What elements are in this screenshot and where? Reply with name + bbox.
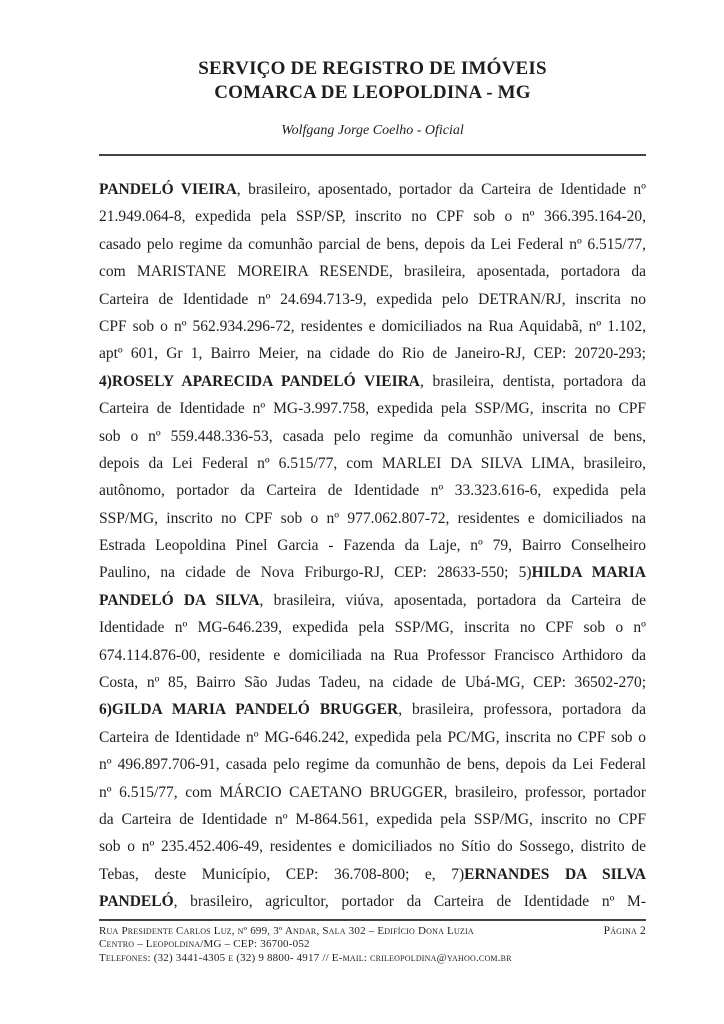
document-line [99, 313, 646, 340]
document-line [99, 395, 646, 422]
text-segment: depois da Lei Federal nº 6.515/77, com MARLEI DA SILVA LIMA, brasileiro, [99, 454, 646, 472]
text-segment: , brasileira, professora, portadora da [398, 701, 646, 719]
document-line [99, 806, 646, 833]
footer-contacts-line: Telefones: (32) 3441-4305 e (32) 9 8800- 4917 // E-mail: crileopoldina@yahoo.com.br [99, 952, 512, 965]
party-name: PANDELÓ DA SILVA [99, 591, 260, 609]
official-name: Wolfgang Jorge Coelho - Oficial [281, 123, 464, 138]
text-segment: Costa, nº 85, Bairro São Judas Tadeu, na cidade de Ubá-MG, CEP: 36502-270; [99, 674, 646, 692]
text-segment: Estrada Leopoldina Pinel Garcia - Fazenda da Laje, nº 79, Bairro Conselheiro [99, 537, 646, 555]
text-segment: aptº 601, Gr 1, Bairro Meier, na cidade do Rio de Janeiro-RJ, CEP: 20720-293; [99, 345, 646, 363]
document-line [99, 450, 646, 477]
document-line [99, 258, 646, 285]
text-segment: CPF sob o nº 562.934.296-72, residentes e domiciliados na Rua Aquidabã, nº 1.102, [99, 317, 646, 335]
text-segment: 674.114.876-00, residente e domiciliada na Rua Professor Francisco Arthidoro da [99, 646, 646, 664]
text-segment: , brasileira, dentista, portadora da [420, 372, 646, 390]
text-segment: sob o nº 559.448.336-53, casada pelo regime da comunhão universal de bens, [99, 427, 646, 445]
text-segment: sob o nº 235.452.406-49, residentes e domiciliados no Sítio do Sossego, distrito de [99, 838, 646, 856]
document-line [99, 861, 646, 888]
document-line [99, 724, 646, 751]
registry-title-line1: SERVIÇO DE REGISTRO DE IMÓVEIS [198, 58, 547, 79]
text-segment: casado pelo regime da comunhão parcial de bens, depois da Lei Federal nº 6.515/77, [99, 235, 646, 253]
footer-address-line2: Centro – Leopoldina/MG – CEP: 36700-052 [99, 938, 310, 951]
text-segment: Carteira de Identidade nº MG-3.997.758, expedida pela SSP/MG, inscrita no CPF [99, 400, 646, 418]
text-segment: Identidade nº MG-646.239, expedida pela SSP/MG, inscrita no CPF sob o nº [99, 619, 646, 637]
document-body [99, 176, 646, 916]
text-segment: da Carteira de Identidade nº M-864.561, expedida pela SSP/MG, inscrito no CPF [99, 810, 646, 828]
document-line [99, 340, 646, 367]
document-line [99, 368, 646, 395]
document-line [99, 751, 646, 778]
text-segment: , brasileira, viúva, aposentada, portadora da Carteira de [259, 591, 646, 609]
text-segment: Carteira de Identidade nº 24.694.713-9, expedida pelo DETRAN/RJ, inscrita no [99, 290, 646, 308]
document-line [99, 231, 646, 258]
party-name: ERNANDES DA SILVA [464, 865, 646, 883]
party-name: 4) [99, 372, 112, 390]
document-line [99, 833, 646, 860]
document-line [99, 642, 646, 669]
document-line [99, 669, 646, 696]
text-segment: nº 496.897.706-91, casada pelo regime da comunhão de bens, depois da Lei Federal [99, 756, 646, 774]
document-line [99, 779, 646, 806]
document-line [99, 532, 646, 559]
text-segment: com MARISTANE MOREIRA RESENDE, brasileira, aposentada, portadora da [99, 263, 646, 281]
text-segment: Tebas, deste Município, CEP: 36.708-800; e, 7) [99, 865, 465, 883]
text-segment: autônomo, portador da Carteira de Identidade nº 33.323.616-6, expedida pela [99, 482, 646, 500]
document-line [99, 696, 646, 723]
document-line [99, 423, 646, 450]
footer-row [99, 925, 646, 966]
document-line [99, 614, 646, 641]
party-name: PANDELÓ [99, 893, 174, 911]
document-footer [99, 919, 646, 966]
registry-title-line2: COMARCA DE LEOPOLDINA - MG [214, 82, 531, 103]
footer-address-block [99, 925, 512, 966]
document-line [99, 888, 646, 915]
header-divider [99, 154, 646, 156]
document-line [99, 505, 646, 532]
document-line [99, 559, 646, 586]
document-line [99, 477, 646, 504]
document-line [99, 176, 646, 203]
text-segment: , brasileiro, aposentado, portador da Carteira de Identidade nº [236, 181, 646, 198]
text-segment: 21.949.064-8, expedida pela SSP/SP, inscrito no CPF sob o nº 366.395.164-20, [99, 208, 646, 226]
text-segment: , brasileiro, agricultor, portador da Carteira de Identidade nº M- [173, 893, 646, 911]
document-line [99, 203, 646, 230]
document-line [99, 587, 646, 614]
party-name: PANDELÓ VIEIRA [99, 181, 237, 198]
page-number: Página 2 [603, 924, 646, 937]
text-segment: nº 6.515/77, com MÁRCIO CAETANO BRUGGER, brasileiro, professor, portador [99, 783, 646, 801]
document-line [99, 286, 646, 313]
text-segment: Carteira de Identidade nº MG-646.242, expedida pela PC/MG, inscrita no CPF sob o [99, 728, 646, 746]
party-name: GILDA MARIA PANDELÓ BRUGGER [111, 701, 399, 719]
footer-divider [99, 919, 646, 921]
text-segment: Paulino, na cidade de Nova Friburgo-RJ, CEP: 28633-550; 5) [99, 564, 532, 582]
party-name: HILDA MARIA [531, 564, 646, 582]
party-name: ROSELY APARECIDA PANDELÓ VIEIRA [111, 372, 420, 390]
party-name: 6) [99, 701, 112, 719]
text-segment: SSP/MG, inscrito no CPF sob o nº 977.062.807-72, residentes e domiciliados na [99, 509, 646, 527]
footer-address-line1: Rua Presidente Carlos Luz, nº 699, 3º Andar, Sala 302 – Edifício Dona Luzia [99, 924, 474, 937]
document-header [99, 0, 646, 156]
